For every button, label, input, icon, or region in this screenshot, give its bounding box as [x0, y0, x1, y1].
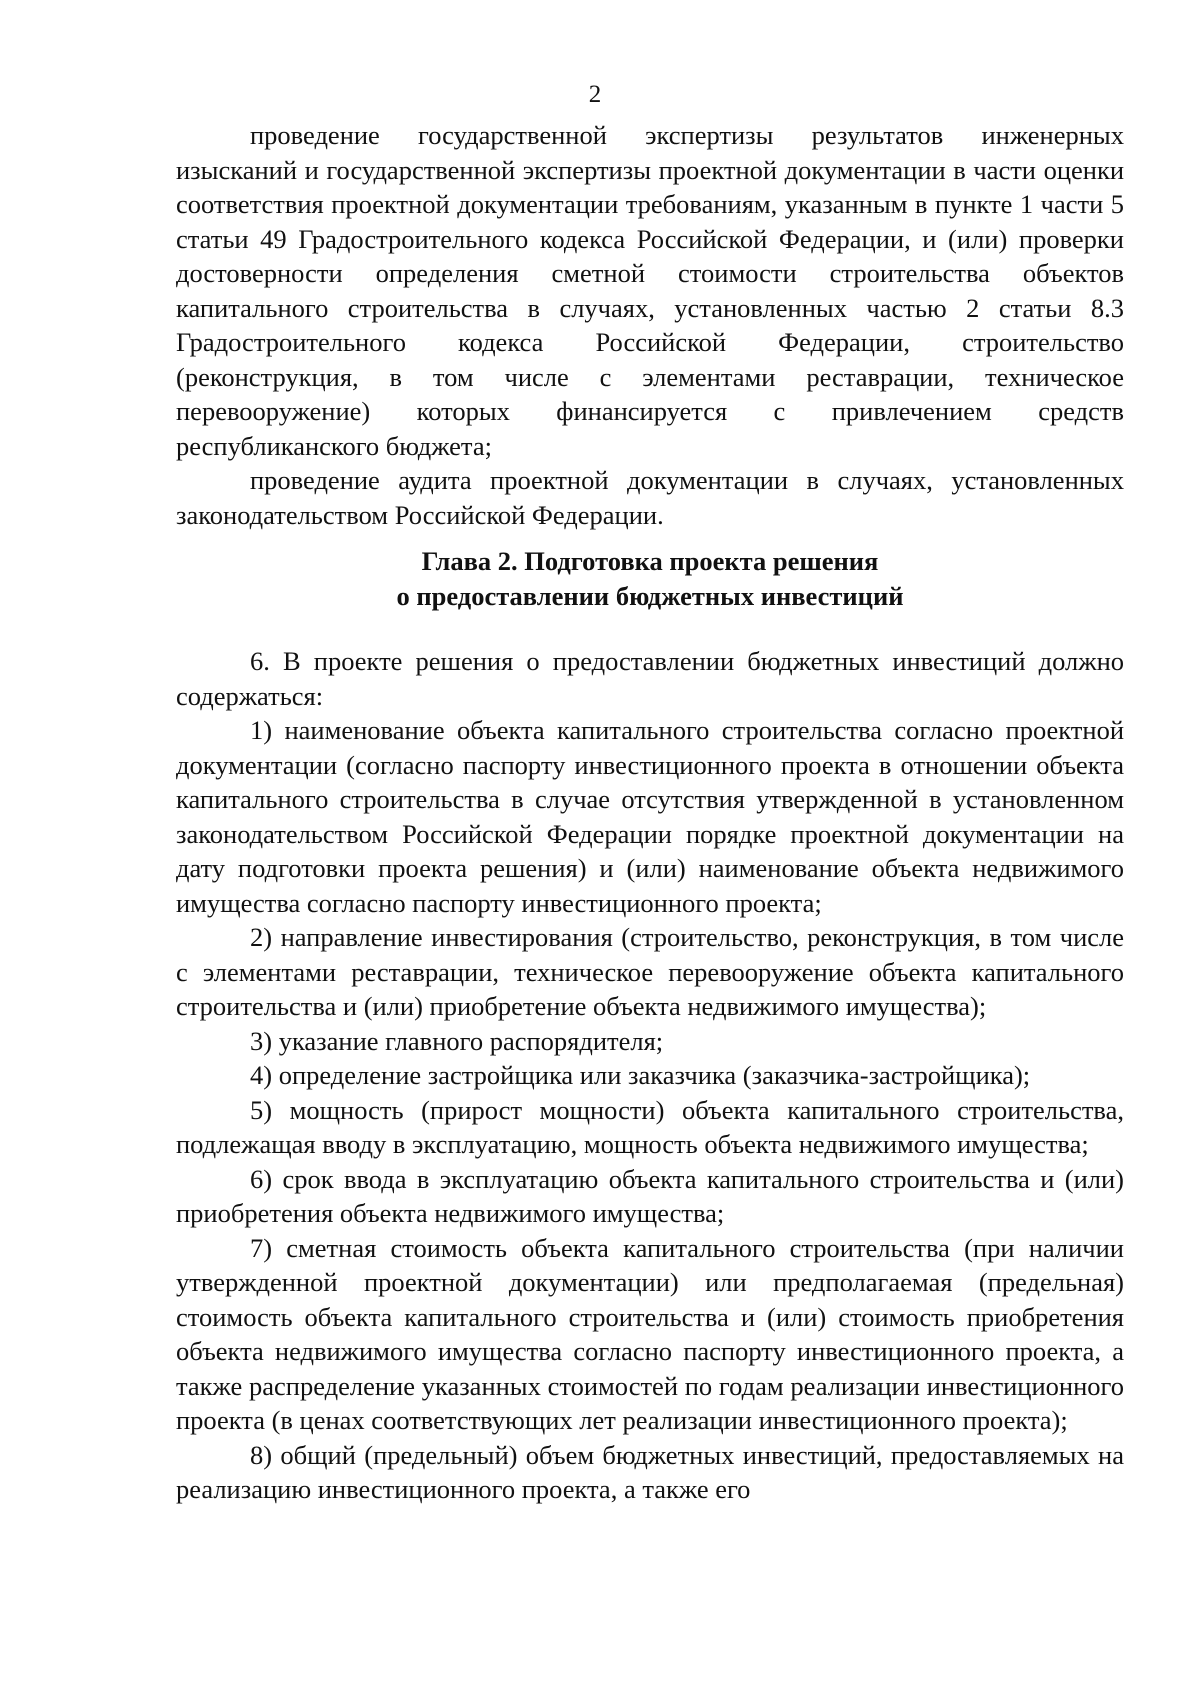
paragraph-subitem-4: 4) определение застройщика или заказчика (заказчика-застройщика); [250, 1060, 1031, 1090]
paragraph-item-6: 6. В проекте решения о предоставлении бюджетных инвестиций должно содержаться: [176, 646, 1124, 711]
paragraph-subitem-5: 5) мощность (прирост мощности) объекта капитального строительства, подлежащая вводу в эксплуатацию, мощность объекта недвижимого имущества; [176, 1094, 1124, 1159]
paragraph-subitem-7: 7) сметная стоимость объекта капитального строительства (при наличии утвержденной проектной документации) или предполагаемая (предельная) стоимость объекта капитального строительства и (или) стоимость приобретения объекта недвижимого имущества согласно паспорту инвестиционного проекта, а также распределение указанных стоимостей по годам реализации инвестиционного проекта (в ценах соответствующих лет реализации инвестиционного проекта); [176, 1232, 1124, 1435]
paragraph-subitem-1: 1) наименование объекта капитального строительства согласно проектной документации (согласно паспорту инвестиционного проекта в отношении объекта капитального строительства в случае отсутствия утвержденной в установленном законодательством Российской Федерации порядке проектной документации на дату подготовки проекта решения) и (или) наименование объекта недвижимого имущества согласно паспорту инвестиционного проекта; [176, 715, 1124, 918]
chapter-heading-line-2: о предоставлении бюджетных инвестиций [396, 581, 904, 611]
paragraph-subitem-6: 6) срок ввода в эксплуатацию объекта капитального строительства и (или) приобретения объекта недвижимого имущества; [176, 1163, 1124, 1228]
chapter-heading [176, 544, 1124, 614]
paragraph-subitem-8: 8) общий (предельный) объем бюджетных инвестиций, предоставляемых на реализацию инвестиционного проекта, а также его [176, 1439, 1124, 1504]
chapter-heading-line-1: Глава 2. Подготовка проекта решения [421, 546, 879, 576]
paragraph-audit: проведение аудита проектной документации в случаях, установленных законодательством Российской Федерации. [176, 465, 1124, 530]
paragraph-expertise: проведение государственной экспертизы результатов инженерных изысканий и государственной экспертизы проектной документации в части оценки соответствия проектной документации требованиям, указанным в пункте 1 части 5 статьи 49 Градостроительного кодекса Российской Федерации, и (или) проверки достоверности определения сметной стоимости строительства объектов капитального строительства в случаях, установленных частью 2 статьи 8.3 Градостроительного кодекса Российской Федерации, строительство (реконструкция, в том числе с элементами реставрации, техническое перевооружение) которых финансируется с привлечением средств республиканского бюджета; [176, 120, 1124, 461]
section-text-block [176, 644, 1124, 1507]
page-number: 2 [588, 81, 602, 108]
intro-text-block [176, 118, 1124, 532]
paragraph-subitem-2: 2) направление инвестирования (строительство, реконструкция, в том числе с элементами реставрации, техническое перевооружение объекта капитального строительства и (или) приобретение объекта недвижимого имущества); [176, 922, 1124, 1021]
paragraph-subitem-3: 3) указание главного распорядителя; [250, 1025, 664, 1056]
